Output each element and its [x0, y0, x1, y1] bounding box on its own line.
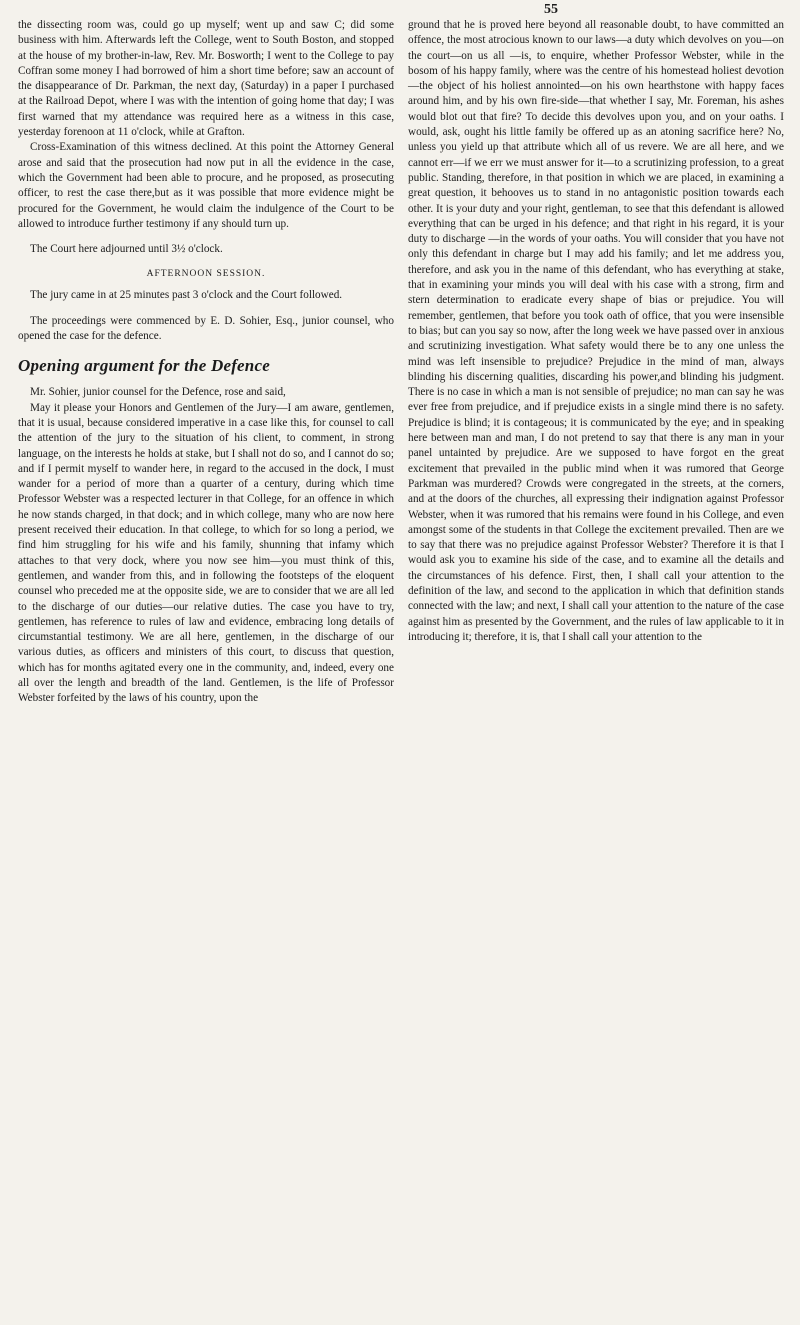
sohier-intro-paragraph: Mr. Sohier, junior counsel for the Defence, rose and said,	[30, 386, 286, 399]
page-number: 55	[544, 2, 558, 17]
afternoon-session-heading: AFTERNOON SESSION.	[146, 269, 266, 280]
jury-paragraph: The jury came in at 25 minutes past 3 o'clock and the Court followed.	[30, 289, 343, 302]
speech-continuation-paragraph: ground that he is proved here beyond all reasonable doubt, to have committed an offence, the most atrocious known to our laws—a duty which devolves on you—on the court—on us all —is, to enquire, whether Professor Webster, while in the bosom of his happy family, where was the centre of his homestead holiest devotion —the object of his holiest annointed—on his own hearthstone with happy faces around him, and by his own fire-side—that whether I say, Mr. Foreman, his ashes would blot out that fire? To decide this devolves upon you, and on your oaths. I would, ask, ought his little family be offered up as an atoning sacrifice here? No, unless you yield up that attribute which all of us revere. We are all here, and we cannot err—if we err we must answer for it—to a scrutinizing profession, to a great public. Standing, therefore, in that position in which we are placed, in examining a great question, it behooves us to stand in no antagonistic position towards each other. It is your duty and your right, gentleman, to see that this defendant is allowed everything that can be urged in his defence; and that right in his regard, it is your duty to discharge —in the words of your oaths. You will consider that you have not only this defendant in charge but I may add his family; and let me address you, therefore, and ask you in the name of this defendant, who has everything at stake, that in examining your minds you will deal with his case with a strong, firm and stern determination to eradicate every shape of bias or prejudice. You will remember, gentlemen, that before you took oath of office, that you were insensible to bias; but can you say so now, after the long week we have passed over in anxious and scrutinizing investigation. What safety would there be to any one unless the mind was left insensible to prejudice? Prejudice in the mind of man, always blinding his discerning qualities, discarding his power,and blinding his judgment. There is no case in which a man is not sensible of prejudice; no man can say he was ever free from prejudice, and if prejudice exists in a single mind there is no safety. Prejudice is blind; it is contageous; it is communicated by the eye; and in speaking here between man and man, I do not pretend to say that there is any man in your panel untainted by prejudice. Are we supposed to have forgot en the great excitement that prevailed in the public mind when it was rumored that George Parkman was murdered? Crowds were congregated in the streets, at the corners, and at the doors of the churches, all expressing their indignation against Professor Webster, when it was rumored that his remains were found in his College, and even amongst some of the students in that College the excitement prevailed. Then are we to say that there was no prejudice against Professor Webster? Therefore it is that I would ask you to examine his side of the case, and to examine all the details and the circumstances of his defence. First, then, I shall call your attention to the definition of the law, and second to the application in which that definition stands connected with the law; and next, I shall call your attention to the nature of the case against him as presented by the Government, and the rules of law applicable to it in introducing it; therefore, it is, that I shall call your attention to the	[408, 19, 784, 643]
sohier-speech-paragraph: May it please your Honors and Gentlemen of the Jury—I am aware, gentlemen, that it is usual, because considered imperative in a case like this, for counsel to call the attention of the jury to the situation of his client, to comment, in strong language, on the interests he holds at stake, but I shall not do so, and I cannot do so; and if I permit myself to wander here, in regard to the accused in the dock, I must wander for a period of more than a quarter of a century, during which time Professor Webster was a respected lecturer in that College, for an offence in which he now stands charged, in that dock; and in which college, many who are now here present received their education. In that college, to which for so long a period, we find him struggling for his wife and his family, shunning that infamy which attaches to that very dock, where you now see him—you must think of this, gentlemen, and wander from this, and in following the footsteps of the eloquent counsel who preceded me at the opposite side, we are to consider that we are all led to the discharge of our duties—our relative duties. The case you have to try, gentlemen, has reference to rules of law and evidence, embracing long details of circumstantial testimony. We are all here, gentlemen, in the discharge of our various duties, as officers and ministers of this court, to discuss that question, which has for months agitated every one in the community, and, indeed, every one all over the length and breadth of the land. Gentlemen, is the life of Professor Webster forfeited by the laws of his country, upon the	[18, 401, 394, 705]
proceedings-paragraph: The proceedings were commenced by E. D. Sohier, Esq., junior counsel, who opened the case for the defence.	[18, 314, 394, 343]
adjournment-paragraph: The Court here adjourned until 3½ o'clock.	[30, 243, 223, 256]
article-columns	[18, 18, 784, 707]
testimony-paragraph: the dissecting room was, could go up myself; went up and saw C; did some business with him. Afterwards left the College, went to South Boston, and stopped at the house of my brother-in-law, Rev. Mr. Bosworth; I went to the College to pay Coffran some money I had borrowed of him a short time before; saw an account of the disappearance of Dr. Parkman, the next day, (Saturday) in a paper I purchased at the Railroad Depot, where I was with the intention of going home that day; I was first warned that my attendance was required here as a witness in this case, yesterday forenoon at 11 o'clock, while at Grafton.	[18, 19, 394, 139]
attorney-general-paragraph: Cross-Examination of this witness declined. At this point the Attorney General arose and said that the prosecution had now put in all the evidence in the case, which the Government had been able to procure, and he proposed, as prosecuting officer, to rest the case there,but as it was possible that more evidence might be procured for the Government, he would claim the indulgence of the Court to be allowed to introduce further testimony if any should turn up.	[18, 141, 394, 230]
opening-argument-heading: Opening argument for the Defence	[18, 356, 270, 376]
left-column	[18, 18, 394, 707]
right-column	[408, 18, 784, 707]
